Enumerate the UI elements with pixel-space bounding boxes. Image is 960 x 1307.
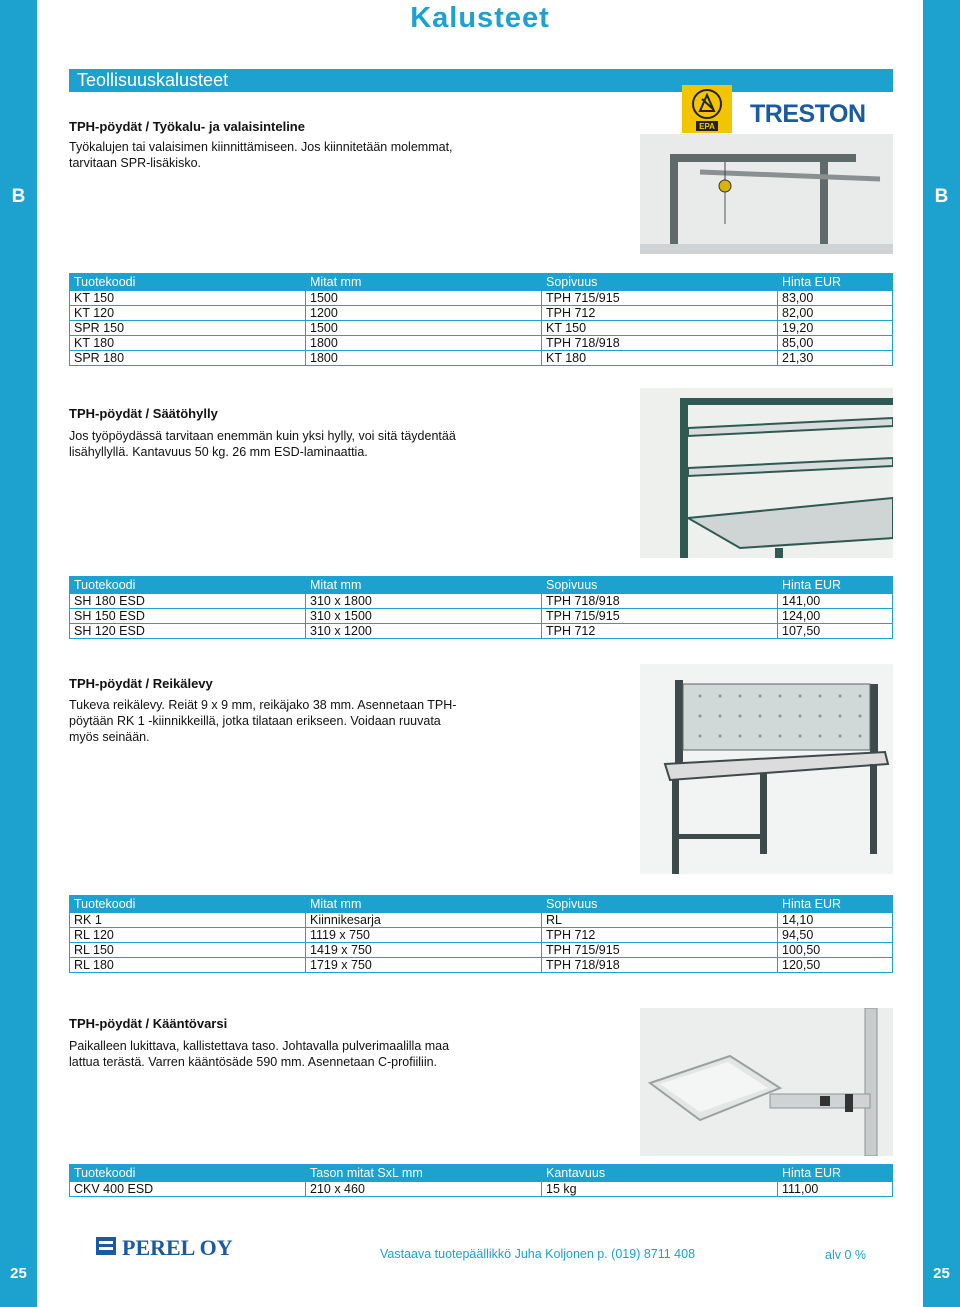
table-cell: CKV 400 ESD [70,1182,306,1197]
column-header: Mitat mm [306,577,542,594]
section-3-line: pöytään RK 1 -kiinnikkeillä, jotka tilataan erikseen. Voidaan ruuvata [69,714,441,728]
table-cell: 85,00 [778,336,893,351]
pegboard-image [640,664,893,874]
column-header: Hinta EUR [778,274,893,291]
epa-logo [682,85,732,133]
column-header: Tason mitat SxL mm [306,1165,542,1182]
section-4-line: lattua terästä. Varren kääntösäde 590 mm. Asennetaan C-profiiliin. [69,1055,438,1069]
table-cell: RK 1 [70,913,306,928]
table-row [70,351,893,366]
table-row [70,624,893,639]
section-2-line: Jos työpöydässä tarvitaan enemmän kuin yksi hylly, voi sitä täydentää [69,429,456,443]
column-header: Sopivuus [542,896,778,913]
table-cell: 120,50 [778,958,893,973]
table-cell: TPH 718/918 [542,594,778,609]
tool-rail-image [640,134,893,254]
table-row [70,594,893,609]
product-table-pegboard [69,895,893,973]
table-row [70,943,893,958]
table-row [70,928,893,943]
left-side-bar [0,0,37,1307]
table-cell: KT 180 [542,351,778,366]
table-cell: 1800 [306,336,542,351]
table-cell: TPH 712 [542,624,778,639]
table-cell: 210 x 460 [306,1182,542,1197]
table-cell: 310 x 1800 [306,594,542,609]
table-row [70,913,893,928]
table-cell: 124,00 [778,609,893,624]
table-cell: 141,00 [778,594,893,609]
table-cell: TPH 715/915 [542,609,778,624]
table-cell: 21,30 [778,351,893,366]
table-cell: KT 180 [70,336,306,351]
section-letter-right: B [934,186,949,207]
table-cell: 1200 [306,306,542,321]
table-cell: TPH 712 [542,928,778,943]
column-header: Hinta EUR [778,577,893,594]
category-banner-label: Teollisuuskalusteet [77,70,229,90]
table-cell: 310 x 1500 [306,609,542,624]
table-cell: 1719 x 750 [306,958,542,973]
table-cell: 14,10 [778,913,893,928]
table-cell: 94,50 [778,928,893,943]
section-letter-left: B [11,186,26,207]
table-cell: KT 150 [542,321,778,336]
section-4-description [69,1038,489,1070]
section-2-title: TPH-pöydät / Säätöhylly [69,406,218,421]
section-4-line: Paikalleen lukittava, kallistettava taso. Johtavalla pulverimaalilla maa [69,1039,450,1053]
table-cell: RL 120 [70,928,306,943]
table-cell: 1119 x 750 [306,928,542,943]
section-3-description [69,697,489,745]
table-row [70,291,893,306]
category-banner [69,69,893,92]
right-side-bar [923,0,960,1307]
table-row [70,306,893,321]
column-header: Hinta EUR [778,1165,893,1182]
table-cell: 1500 [306,291,542,306]
table-cell: 1800 [306,351,542,366]
footer-vat: alv 0 % [825,1248,866,1262]
table-row [70,958,893,973]
table-cell: RL 150 [70,943,306,958]
table-row [70,321,893,336]
table-cell: SPR 150 [70,321,306,336]
perel-logo-text: PEREL OY [122,1235,233,1259]
treston-logo [750,98,895,126]
treston-logo-text: TRESTON [750,100,866,126]
section-4-title: TPH-pöydät / Kääntövarsi [69,1016,228,1031]
page-number-right: 25 [933,1265,950,1282]
shelf-image [640,388,893,558]
table-cell: RL 180 [70,958,306,973]
table-cell: KT 150 [70,291,306,306]
table-cell: 310 x 1200 [306,624,542,639]
product-table-swivel-arm [69,1164,893,1197]
column-header: Sopivuus [542,274,778,291]
table-header-row [70,577,893,594]
table-cell: 100,50 [778,943,893,958]
table-cell: SH 150 ESD [70,609,306,624]
table-cell: 83,00 [778,291,893,306]
section-2-description [69,428,489,460]
table-cell: 19,20 [778,321,893,336]
product-table-tool-rail [69,273,893,366]
perel-logo [96,1233,266,1259]
section-1-title: TPH-pöydät / Työkalu- ja valaisinteline [69,119,305,134]
column-header: Tuotekoodi [70,274,306,291]
table-cell: KT 120 [70,306,306,321]
section-2-line: lisähyllyllä. Kantavuus 50 kg. 26 mm ESD-laminaattia. [69,445,368,459]
table-cell: 1419 x 750 [306,943,542,958]
table-cell: TPH 718/918 [542,336,778,351]
section-3-line: Tukeva reikälevy. Reiät 9 x 9 mm, reikäjako 38 mm. Asennetaan TPH- [69,698,457,712]
page-number-left: 25 [10,1265,27,1282]
table-cell: 1500 [306,321,542,336]
column-header: Kantavuus [542,1165,778,1182]
epa-logo-text: EPA [699,122,715,131]
column-header: Hinta EUR [778,896,893,913]
section-3-line: myös seinään. [69,730,150,744]
column-header: Tuotekoodi [70,577,306,594]
product-table-shelf [69,576,893,639]
table-cell: RL [542,913,778,928]
column-header: Tuotekoodi [70,896,306,913]
section-3-title: TPH-pöydät / Reikälevy [69,676,213,691]
table-header-row [70,274,893,291]
table-cell: SPR 180 [70,351,306,366]
page-title: Kalusteet [410,2,550,34]
section-1-line: tarvitaan SPR-lisäkisko. [69,156,201,170]
column-header: Tuotekoodi [70,1165,306,1182]
column-header: Mitat mm [306,274,542,291]
table-cell: 107,50 [778,624,893,639]
section-1-line: Työkalujen tai valaisimen kiinnittämiseen. Jos kiinnitetään molemmat, [69,140,453,154]
table-cell: TPH 715/915 [542,943,778,958]
column-header: Mitat mm [306,896,542,913]
table-header-row [70,896,893,913]
table-cell: 111,00 [778,1182,893,1197]
table-cell: Kiinnikesarja [306,913,542,928]
table-header-row [70,1165,893,1182]
table-cell: TPH 715/915 [542,291,778,306]
table-row [70,336,893,351]
table-row [70,1182,893,1197]
section-1-description [69,139,489,171]
table-cell: 15 kg [542,1182,778,1197]
swivel-arm-image [640,1008,893,1156]
table-cell: TPH 718/918 [542,958,778,973]
footer-contact: Vastaava tuotepäällikkö Juha Koljonen p. (019) 8711 408 [380,1247,696,1261]
table-cell: TPH 712 [542,306,778,321]
column-header: Sopivuus [542,577,778,594]
table-cell: 82,00 [778,306,893,321]
table-cell: SH 120 ESD [70,624,306,639]
table-cell: SH 180 ESD [70,594,306,609]
table-row [70,609,893,624]
